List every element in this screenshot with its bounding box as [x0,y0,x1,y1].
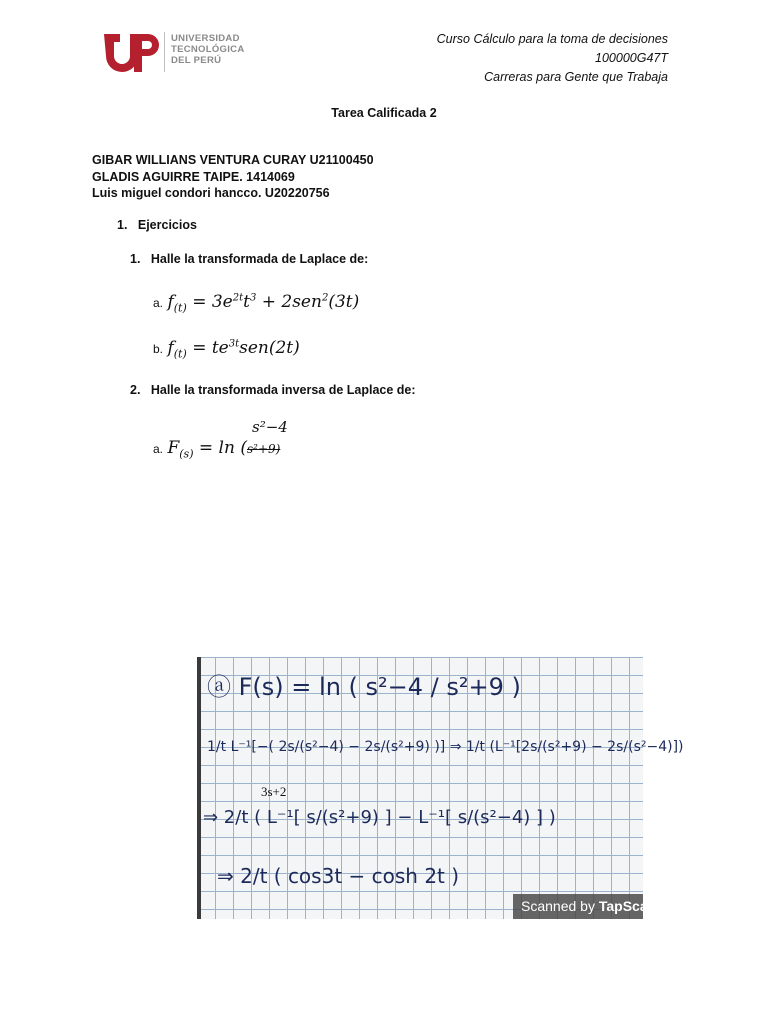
logo-line: DEL PERÚ [171,55,222,66]
formula-1a: a. $f_{(t)} = 3e^{2t}t^3 + 2sen^2(3t)$ [153,292,360,315]
page-title: Tarea Calificada 2 [331,106,437,120]
scan-line-4: ⇒ 2/t ( cos3t − cosh 2t ) [217,864,460,888]
author-line: Luis miguel condori hancco. U20220756 [92,186,330,200]
author-line: GLADIS AGUIRRE TAIPE. 1414069 [92,169,295,184]
formula-2a-numerator: s²−4 [252,418,288,436]
author-line: GIBAR WILLIANS VENTURA CURAY U21100450 [92,153,374,167]
question-1: 1. Halle la transformada de Laplace de: [130,252,369,266]
formula-1b: b. $f_{(t)} = te^{3t}sen(2t)$ [153,338,300,361]
course-code: 100000G47T [595,51,668,65]
overlay-note: 3s+2 [261,784,287,799]
course-name: Curso Cálculo para la toma de decisiones [436,32,668,46]
formula-2a: a. $F_{(s)} = \ln (s^2+9)$ [153,438,281,461]
scan-line-2: 1/t L⁻¹[−( 2s/(s²−4) − 2s/(s²+9) )] ⇒ 1/t (L⁻¹[2s/(s²+9) − 2s/(s²−4)]) [207,739,684,755]
scan-line-1: ⓐ F(s) = ln ( s²−4 / s²+9 ) [207,673,521,701]
scan-edge [197,657,201,919]
author-list [92,152,374,202]
question-2: 2. Halle la transformada inversa de Laplace de: [130,383,416,397]
logo-divider [164,32,165,72]
logo-wordmark [171,33,245,66]
section-heading: 1. Ejercicios [117,218,197,232]
tapscanner-watermark: Scanned by TapScanner [513,894,643,919]
program-name: Carreras para Gente que Trabaja [484,70,668,84]
logo-line: TECNOLÓGICA [171,44,245,55]
course-header [437,30,668,87]
logo-line: UNIVERSIDAD [171,33,240,44]
scan-line-3: ⇒ 2/t ( L⁻¹[ s/(s²+9) ] − L⁻¹[ s/(s²−4) ] ) [203,807,556,828]
